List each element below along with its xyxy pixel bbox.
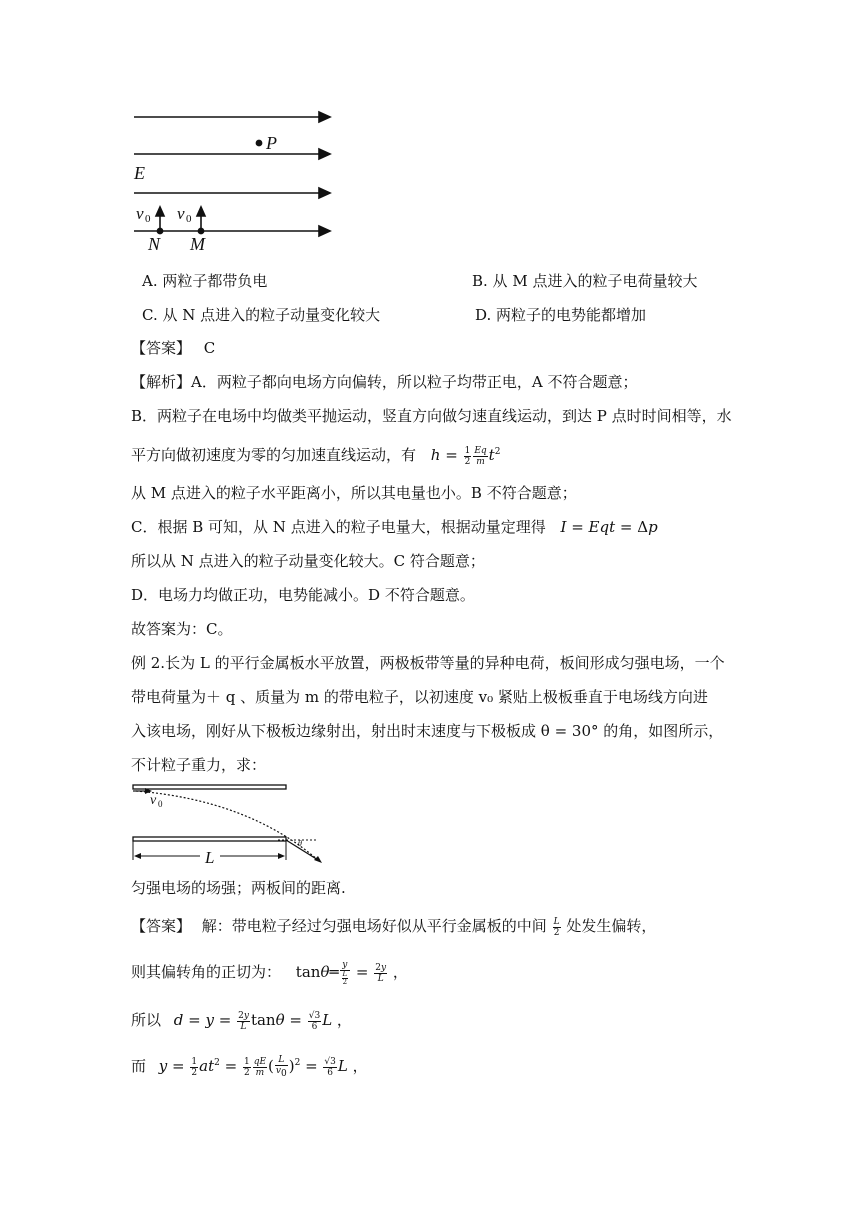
theta-label: θ <box>298 839 302 848</box>
answer2-line3: 所以 d = y = $\frac{2y}{L}$ tanθ = $\frac{√3}{6}$ L ， <box>131 1010 352 1032</box>
example2-line3: 入该电场，刚好从下极板边缘射出，射出时末速度与下极板成 θ = 30° 的角，如图所示， <box>131 722 724 740</box>
option-a: A. 两粒子都带负电 <box>142 272 268 290</box>
formula-d: d = y = $\frac{2y}{L}$ tanθ = $\frac{√3}{6}$ L ， <box>173 1010 352 1032</box>
v0-right-sub: 0 <box>186 213 192 225</box>
analysis-b3: 从 M 点进入的粒子水平距离小，所以其电量也小。B 不符合题意； <box>131 484 577 502</box>
length-l-label: L <box>205 848 215 867</box>
option-d: D. 两粒子的电势能都增加 <box>475 306 647 324</box>
option-c: C. 从 N 点进入的粒子动量变化较大 <box>142 306 381 324</box>
answer-tag: 【答案】 <box>131 339 192 357</box>
formula-h: h = $\frac{1}{2}$ $\frac{Eq}{m}$ $t^2$ <box>430 445 501 467</box>
answer-line <box>131 338 215 358</box>
analysis-final: 故答案为：C。 <box>131 620 233 638</box>
field-e-label: E <box>134 163 145 183</box>
example2-question: 匀强电场的场强；两板间的距离. <box>131 879 346 897</box>
v0-label: v <box>150 793 157 808</box>
v0-left-sub: 0 <box>145 213 151 225</box>
answer2-line1: 【答案】 解：带电粒子经过匀强电场好似从平行金属板的中间 $\frac{L}{2}$ 处发生偏转， <box>131 916 657 938</box>
formula-tan: tanθ═ $\frac{y}{\frac{L}{2}}$ = $\frac{2y}{L}$ ， <box>295 960 408 986</box>
option-b: B. 从 M 点进入的粒子电荷量较大 <box>472 272 698 290</box>
v0-sub: 0 <box>158 799 163 809</box>
field-diagram <box>128 105 338 255</box>
analysis-c1: C．根据 B 可知，从 N 点进入的粒子电量大，根据动量定理得 I = Eqt = Δp <box>131 518 658 536</box>
point-n-label: N <box>148 234 161 254</box>
answer-value: C <box>203 339 216 357</box>
plates-diagram <box>128 780 328 870</box>
answer2-line2: 则其偏转角的正切为： tanθ═ $\frac{y}{\frac{L}{2}}$ = $\frac{2y}{L}$ ， <box>131 960 408 986</box>
formula-y: y = $\frac{1}{2}$ $at^2$ = $\frac{1}{2}$ $\frac{qE}{m}$ ( $\frac{L}{v_0}$ )$^2$ = $\frac{√3}{6}$ L ， <box>158 1055 368 1079</box>
analysis-c2: 所以从 N 点进入的粒子动量变化较大。C 符合题意； <box>131 552 485 570</box>
answer2-line4: 而 y = $\frac{1}{2}$ $at^2$ = $\frac{1}{2}$ $\frac{qE}{m}$ ( $\frac{L}{v_0}$ )$^2$ = $\frac{√3}{6}$ L ， <box>131 1055 368 1079</box>
point-p-label: P <box>266 133 277 153</box>
analysis-tag: 【解析】 <box>131 373 192 391</box>
point-m-label: M <box>190 234 205 254</box>
v0-right-label: v <box>177 204 185 223</box>
analysis-b1: B．两粒子在电场中均做类平抛运动，竖直方向做匀速直线运动，到达 P 点时时间相等，水 <box>131 407 732 425</box>
example2-line4: 不计粒子重力，求： <box>131 756 267 774</box>
formula-impulse: I = Eqt = Δp <box>560 518 658 536</box>
analysis-d: D．电场力均做正功，电势能减小。D 不符合题意。 <box>131 586 475 604</box>
example2-line1: 例 2.长为 L 的平行金属板水平放置，两极板带等量的异种电荷，板间形成匀强电场，一个 <box>131 654 725 672</box>
answer2-tag: 【答案】 <box>131 917 192 935</box>
v0-left-label: v <box>136 204 144 223</box>
analysis-a: 【解析】A．两粒子都向电场方向偏转，所以粒子均带正电，A 不符合题意； <box>131 373 638 391</box>
analysis-b2: 平方向做初速度为零的匀加速直线运动，有 h = $\frac{1}{2}$ $\frac{Eq}{m}$ $t^2$ <box>131 445 501 467</box>
example2-line2: 带电荷量为＋ q 、质量为 m 的带电粒子，以初速度 v₀ 紧贴上极板垂直于电场线方向进 <box>131 688 708 706</box>
